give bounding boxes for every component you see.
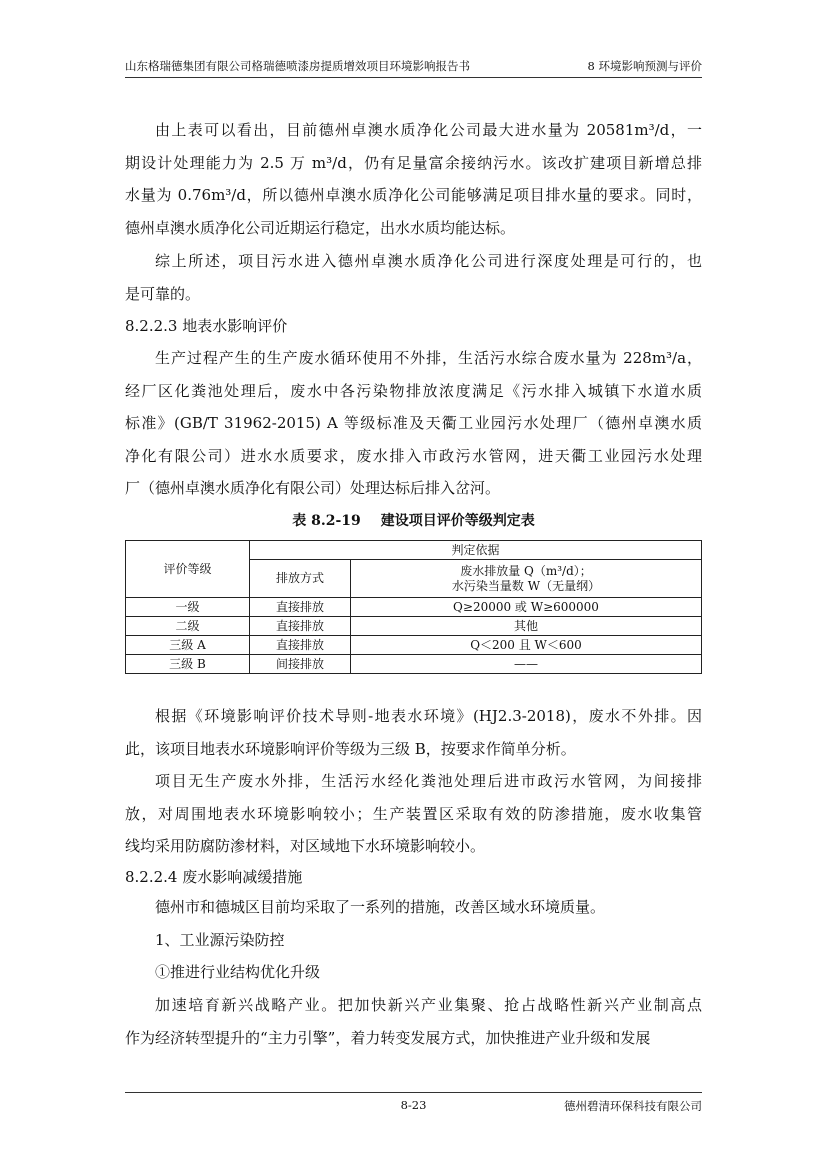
paragraph-line: 经厂区化粪池处理后，废水中各污染物排放浓度满足《污水排入城镇下水道水质 [125,381,702,400]
th-method: 排放方式 [250,560,351,598]
table-row [126,598,702,617]
paragraph-line: 德州市和德城区目前均采取了一系列的措施，改善区域水环境质量。 [155,898,606,916]
paragraph-line: 生产过程产生的生产废水循环使用不外排，生活污水综合废水量为 228m³/a， [155,349,702,367]
cell-grade: 一级 [126,598,250,617]
cell-grade: 二级 [126,617,250,636]
paragraph-line: 项目无生产废水外排，生活污水经化粪池处理后进市政污水管网，为间接排 [155,772,702,790]
cell-grade: 三级 A [126,636,250,655]
table-number: 表 8.2-19 [292,513,361,529]
paragraph-line: 加速培育新兴战略产业。把加快新兴产业集聚、抢占战略性新兴产业制高点 [155,996,702,1014]
th-quantity: 废水排放量 Q（m³/d）； 水污染当量数 W（无量纲） [351,560,702,598]
paragraph-line: 此，该项目地表水环境影响评价等级为三级 B，按要求作简单分析。 [125,739,576,758]
paragraph-line: 线均采用防腐防渗材料，对区域地下水环境影响较小。 [125,837,486,855]
section-heading: 8.2.2.4 废水影响减缓措施 [125,868,303,886]
paragraph-line: 综上所述，项目污水进入德州卓澳水质净化公司进行深度处理是可行的，也 [155,252,702,270]
paragraph-line: 作为经济转型提升的“主力引擎”，着力转变发展方式，加快推进产业升级和发展 [125,1028,651,1047]
table-row [126,655,702,674]
cell-method: 直接排放 [250,598,351,617]
table-row [126,636,702,655]
page-number: 8-23 [400,1098,427,1112]
paragraph-line: 放，对周围地表水环境影响较小；生产装置区采取有效的防渗措施，废水收集管 [125,804,702,823]
paragraph-line: 净化有限公司）进水水质要求，废水排入市政污水管网，进天衢工业园污水处理 [125,446,702,465]
paragraph-line: 期设计处理能力为 2.5 万 m³/d，仍有足量富余接纳污水。该改扩建项目新增总排 [125,153,702,172]
table-title: 建设项目评价等级判定表 [380,513,535,529]
list-heading: 1、工业源污染防控 [155,931,285,949]
page-footer [125,1092,702,1114]
footer-company: 德州碧清环保科技有限公司 [564,1099,702,1113]
th-basis: 判定依据 [250,541,702,560]
section-heading: 8.2.2.3 地表水影响评价 [125,317,288,335]
cell-method: 直接排放 [250,617,351,636]
list-subheading: ①推进行业结构优化升级 [155,963,321,981]
paragraph-line: 由上表可以看出，目前德州卓澳水质净化公司最大进水量为 20581m³/d，一 [155,121,702,139]
table-caption [125,510,702,530]
th-grade: 评价等级 [126,541,250,598]
cell-method: 直接排放 [250,636,351,655]
paragraph-line: 根据《环境影响评价技术导则-地表水环境》(HJ2.3-2018)，废水不外排。因 [155,707,702,725]
paragraph-line: 德州卓澳水质净化公司近期运行稳定，出水水质均能达标。 [125,219,516,238]
header-title: 山东格瑞德集团有限公司格瑞德喷漆房提质增效项目环境影响报告书 [125,59,470,73]
header-chapter: 8 环境影响预测与评价 [587,59,702,73]
cell-crit: Q≥20000 或 W≥600000 [351,598,702,617]
cell-method: 间接排放 [250,655,351,674]
cell-grade: 三级 B [126,655,250,674]
paragraph-line: 标准》(GB/T 31962-2015) A 等级标准及天衢工业园污水处理厂（德州卓澳水质 [125,414,702,433]
grade-table [125,540,702,674]
paragraph-line: 水量为 0.76m³/d，所以德州卓澳水质净化公司能够满足项目排水量的要求。同时， [125,186,702,205]
paragraph-line: 厂（德州卓澳水质净化有限公司）处理达标后排入岔河。 [125,479,501,498]
paragraph-line: 是可靠的。 [125,284,201,303]
cell-crit: Q＜200 且 W＜600 [351,636,702,655]
table-row [126,617,702,636]
cell-crit: 其他 [351,617,702,636]
cell-crit: —— [351,655,702,674]
page-header [125,58,702,78]
